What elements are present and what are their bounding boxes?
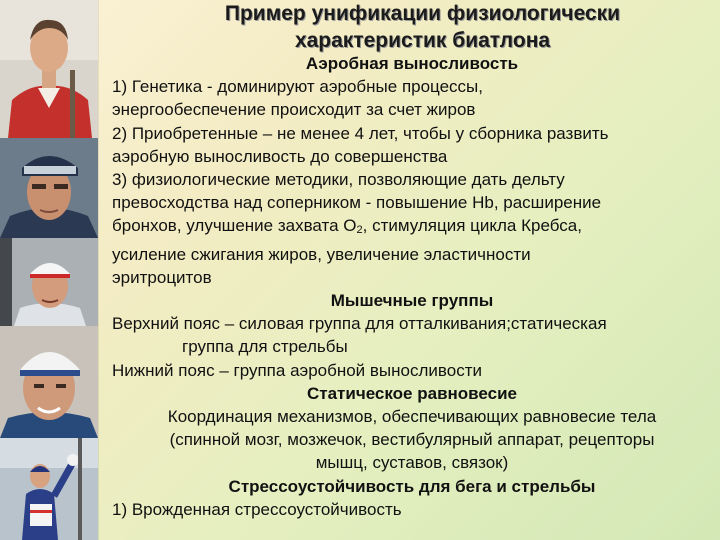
aerobic-item-3c-post: , стимуляция цикла Кребса, — [362, 216, 582, 236]
balance-line-2: (спинной мозг, мозжечок, вестибулярный аппарат, рецепторы — [169, 430, 655, 450]
aerobic-item-2a: 2) Приобретенные – не менее 4 лет, чтобы у сборника развить — [112, 123, 609, 143]
aerobic-item-1a: 1) Генетика - доминируют аэробные процессы, — [112, 77, 484, 97]
aerobic-item-3c — [112, 214, 712, 242]
muscles-lower: Нижний пояс – группа аэробной выносливости — [112, 360, 482, 380]
oxygen-subscript: 2 — [356, 224, 363, 237]
balance-line-1: Координация механизмов, обеспечивающих равновесие тела — [167, 407, 657, 427]
muscles-upper-b: группа для стрельбы — [182, 337, 348, 357]
balance-line-3: мышц, суставов, связок) — [315, 453, 509, 473]
heading-stress: Стрессоустойчивость для бега и стрельбы — [228, 476, 596, 496]
athlete-photo-column — [0, 0, 110, 540]
athlete-photo-4 — [0, 326, 99, 438]
aerobic-item-3b: превосходства над соперником - повышение Hb, расширение — [112, 193, 602, 213]
athlete-photo-5 — [0, 438, 99, 540]
title-line-2: характеристик биатлона — [294, 29, 551, 52]
athlete-photo-3 — [0, 238, 99, 326]
heading-balance: Статическое равновесие — [307, 383, 517, 403]
athlete-photo-2 — [0, 138, 99, 238]
aerobic-item-3d: усиление сжигания жиров, увеличение эластичности — [112, 244, 531, 264]
aerobic-item-3c-pre: бронхов, улучшение захвата O — [112, 216, 357, 236]
aerobic-item-3a: 3) физиологические методики, позволяющие дать дельту — [112, 170, 565, 190]
heading-aerobic: Аэробная выносливость — [305, 54, 519, 73]
aerobic-item-3e: эритроцитов — [112, 267, 212, 287]
stress-item-1: 1) Врожденная стрессоустойчивость — [112, 499, 402, 519]
athlete-photo-1 — [0, 0, 99, 138]
title-line-1: Пример унификации физиологически — [224, 2, 621, 25]
aerobic-item-1b: энергообеспечение происходит за счет жиров — [112, 100, 476, 120]
muscles-upper-a: Верхний пояс – силовая группа для отталкивания;статическая — [112, 314, 607, 334]
slide-title — [150, 0, 695, 54]
heading-muscles: Мышечные группы — [330, 291, 494, 311]
aerobic-item-2b: аэробную выносливость до совершенства — [112, 146, 448, 166]
slide-body — [112, 52, 712, 521]
